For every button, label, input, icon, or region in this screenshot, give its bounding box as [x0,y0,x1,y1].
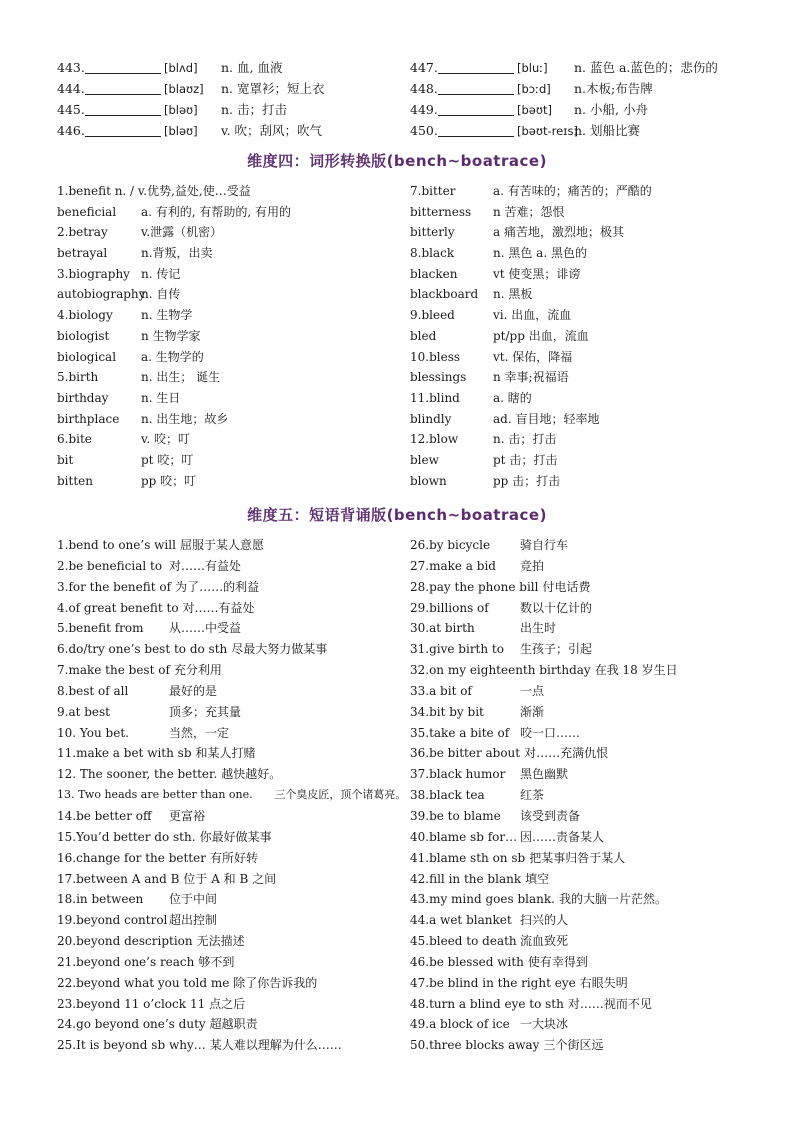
phrase-row [410,931,750,952]
phrase-chinese: 在我 18 岁生日 [594,663,678,678]
phrase-chinese: 顶多；充其量 [169,704,242,719]
phrase-chinese: 骑自行车 [520,538,569,552]
phrase-chinese: 为了……的利益 [175,579,260,594]
word-form-meaning: n. 自传 [141,287,181,302]
word-form-row [410,326,750,347]
word-form-row [410,264,750,285]
phonetic: [bəʊt-reɪs] [517,124,578,138]
phrase-english: 24.go beyond one’s duty [57,1017,206,1032]
vocab-column-left [57,57,325,141]
phrase-chinese: 对……有益处 [169,558,242,573]
phrase-chinese: 对……充满仇恨 [524,746,609,761]
word-form-row [410,222,750,243]
phrase-chinese: 右眼失明 [579,975,628,990]
phrase-row [57,743,407,764]
vocab-number: 446. [57,123,85,138]
meaning: n. 小船, 小舟 [574,102,648,117]
phrase-english: 17.between A and B [57,871,180,886]
phonetic: [bɔːd] [517,82,551,96]
phrase-chinese: 一大块冰 [520,1017,569,1032]
word-form-row [57,367,397,388]
word-form-meaning: pt 击；打击 [493,452,558,467]
word-form-meaning: n.背叛，出卖 [141,246,213,261]
word-form-meaning: a. 生物学的 [141,349,204,364]
phrase-chinese: 当然，一定 [169,725,230,740]
phrase-english: 46.be blessed with [410,954,524,969]
phrase-row [57,723,407,744]
phrase-chinese: 位于 A 和 B 之间 [183,871,277,886]
phrase-row [410,806,750,827]
vocab-column-right [410,57,718,141]
phrase-row [57,806,407,827]
phrase-chinese: 竞拍 [520,558,545,573]
phrase-chinese: 你最好做某事 [199,829,272,844]
meaning: n. 击；打击 [221,102,287,117]
phrase-row [57,639,407,660]
phrase-english: 36.be bitter about [410,746,521,761]
word-form-row [57,388,397,409]
phrase-english: 12. The sooner, the better. [57,767,218,782]
word-form-meaning: n. 生日 [141,390,181,405]
word-form-meaning: a. 有利的, 有帮助的, 有用的 [141,204,292,219]
phrase-english: 20.beyond description [57,934,193,949]
phrase-english: 50.three blocks away [410,1038,540,1053]
phrase-english: 6.do/try one’s best to do sth [57,642,228,657]
phrase-row [57,618,407,639]
word-form-row [410,181,750,202]
phrase-row [57,827,407,848]
phrase-row [410,681,750,702]
phrase-english: 10. You bet. [57,725,129,740]
phrase-chinese: 越快越好。 [221,767,282,782]
phrase-english: 43.my mind goes blank. [410,892,555,907]
word-form: blacken [410,266,458,281]
fill-in-blank[interactable] [438,123,514,137]
word-form-row [410,450,750,471]
phrases-column-left [57,535,407,1056]
phrase-chinese: 一点 [520,683,545,698]
phrase-chinese: 超出控制 [169,913,218,928]
phrase-english: 4.of great benefit to [57,600,179,615]
phrase-chinese: 够不到 [198,954,235,969]
word-form-row [410,388,750,409]
phrase-chinese: 三个街区远 [543,1038,604,1053]
phrase-row [57,660,407,681]
word-form: biologist [57,328,110,343]
phrase-row [57,889,407,910]
vocab-row [57,99,325,120]
word-form: 7.bitter [410,184,456,198]
fill-in-blank[interactable] [85,123,161,137]
word-form-meaning: n. 黑色 a. 黑色的 [493,246,587,261]
phrase-english: 28.pay the phone bill [410,579,539,594]
phrase-english: 48.turn a blind eye to sth [410,996,564,1011]
phrase-row [410,598,750,619]
word-form-row [410,429,750,450]
word-form-row [57,450,397,471]
word-form: bit [57,452,74,467]
phrase-row [410,660,750,681]
word-form-row [410,347,750,368]
word-form: 9.bleed [410,308,455,323]
phrase-english: 39.be to blame [410,808,501,823]
phrase-english: 7.make the best of [57,663,170,678]
word-form-row [57,202,397,223]
section-heading-forms: 维度四：词形转换版(bench~boatrace) [247,152,547,170]
word-form: beneficial [57,204,117,219]
phrase-english: 19.beyond control [57,913,168,928]
phrase-english: 22.beyond what you told me [57,975,230,990]
phrase-row [57,1014,407,1035]
phrase-chinese: 位于中间 [169,892,218,907]
phrase-chinese: 使有幸得到 [527,954,588,969]
word-form-meaning: n. 击；打击 [493,432,557,447]
phrase-chinese: 填空 [525,871,550,886]
phrase-chinese: 因……责备某人 [520,829,605,844]
word-form-meaning: n. 出生； 诞生 [141,370,221,385]
word-form-meaning: n 幸事;祝福语 [493,370,569,385]
fill-in-blank[interactable] [85,102,161,116]
word-form-row [410,202,750,223]
vocab-row [57,78,325,99]
word-form-meaning: v.泄露（机密） [141,225,223,240]
phrase-english: 9.at best [57,704,111,719]
phonetic: [bəʊt] [517,103,552,117]
phrase-row [57,952,407,973]
word-form: betrayal [57,246,108,261]
meaning: v. 吹；刮风；吹气 [221,123,323,138]
word-form-meaning: pp 咬；叮 [141,473,197,488]
word-form: 10.bless [410,349,461,364]
phonetic: [bluː] [517,61,548,75]
phrase-chinese: 扫兴的人 [520,913,569,928]
section-heading-phrases: 维度五：短语背诵版(bench~boatrace) [247,506,547,524]
word-form-row [57,409,397,430]
phrase-english: 49.a block of ice [410,1017,510,1032]
word-form-meaning: a. 瞎的 [493,390,532,405]
fill-in-blank[interactable] [85,60,161,74]
word-form-meaning: n 生物学家 [141,328,201,343]
phrase-chinese: 生孩子；引起 [520,642,593,657]
phrase-row [410,869,750,890]
phrase-english: 11.make a bet with sb [57,746,192,761]
phrase-row [410,994,750,1015]
phrase-chinese: 11 点之后 [190,996,246,1011]
word-form: 4.biology [57,308,113,323]
meaning: n. 宽罩衫；短上衣 [221,81,325,96]
phrase-chinese: 出生时 [520,621,557,636]
phrase-row [57,556,407,577]
phrase-english: 34.bit by bit [410,704,484,719]
word-form-meaning: n. 生物学 [141,308,193,323]
phrase-row [410,535,750,556]
word-form: birthday [57,390,109,405]
phrase-row [57,994,407,1015]
meaning: n. 划船比赛 [574,123,640,138]
word-form: birthplace [57,411,120,426]
word-form: biological [57,349,117,364]
word-form-meaning: vi. 出血，流血 [493,308,572,323]
phrase-english: 23.beyond 11 o’clock [57,996,186,1011]
word-form-row [57,326,397,347]
phrase-chinese: 渐渐 [520,704,545,719]
phrase-chinese: 和某人打赌 [195,746,256,761]
vocab-row [410,78,718,99]
word-form-row [410,243,750,264]
vocab-number: 445. [57,102,85,117]
vocab-number: 444. [57,81,85,96]
phrase-english: 42.fill in the blank [410,871,522,886]
phrase-english: 13. Two heads are better than one. [57,788,253,802]
phonetic: [blʌd] [164,61,198,75]
phrase-chinese: 对……视而不见 [567,996,652,1011]
phrase-english: 27.make a bid [410,558,496,573]
word-form-meaning: a 痛苦地，激烈地；极其 [493,225,624,240]
phrase-english: 45.bleed to death [410,934,517,949]
phrase-row [410,556,750,577]
vocab-row [57,120,325,141]
phrase-row [57,931,407,952]
phrase-row [410,764,750,785]
word-form: blown [410,473,447,488]
phrase-english: 2.be beneficial to [57,558,163,573]
fill-in-blank[interactable] [85,81,161,95]
word-form-row [410,305,750,326]
word-form: 6.bite [57,432,92,447]
word-form-meaning: pp 击；打击 [493,473,561,488]
phrase-english: 41.blame sth on sb [410,850,526,865]
phrase-chinese: 有所好转 [209,850,258,865]
word-form-row [57,429,397,450]
forms-column-right [410,181,750,491]
meaning: n. 蓝色 a.蓝色的；悲伤的 [574,60,718,75]
phrase-english: 38.black tea [410,788,485,803]
vocab-row [410,57,718,78]
phrase-chinese: 流血致死 [520,934,569,949]
phrase-english: 32.on my eighteenth birthday [410,663,591,678]
word-form: 8.black [410,246,455,261]
phrase-chinese: 付电话费 [542,579,591,594]
phrase-english: 18.in between [57,892,144,907]
phrase-chinese: 咬一口…… [520,725,581,740]
word-form: 1.benefit n. / v.优势,益处,使…受益 [57,184,251,198]
phrase-chinese: 该受到责备 [520,808,581,823]
vocab-number: 447. [410,60,438,75]
phrase-english: 26.by bicycle [410,538,491,552]
phrase-english: 44.a wet blanket [410,913,512,928]
phrase-row [57,598,407,619]
phrase-chinese: 对……有益处 [182,600,255,615]
word-form: 2.betray [57,225,108,240]
word-form: bitterly [410,225,455,240]
phrase-row [410,618,750,639]
phrase-english: 5.benefit from [57,621,144,636]
phrase-chinese: 某人难以理解为什么…… [209,1038,342,1053]
phrase-row [57,702,407,723]
phrase-row [57,848,407,869]
phrase-row [410,1014,750,1035]
vocab-row [57,57,325,78]
phrase-english: 47.be blind in the right eye [410,975,576,990]
vocab-row [410,99,718,120]
phrase-row [57,869,407,890]
phrase-english: 33.a bit of [410,683,472,698]
word-form-meaning: n. 传记 [141,266,181,281]
word-form: blessings [410,370,467,385]
word-form-row [410,409,750,430]
phrase-chinese: 超越职责 [209,1017,258,1032]
phrase-row [410,952,750,973]
word-form-row [57,347,397,368]
phrase-row [410,910,750,931]
word-form-row [57,181,397,202]
phrase-chinese: 我的大脑一片茫然。 [558,892,667,907]
phrase-row [57,535,407,556]
word-form: bitten [57,473,93,488]
phrase-row [57,764,407,785]
phrase-english: 30.at birth [410,621,475,636]
word-form-meaning: n 苦难；怨恨 [493,204,565,219]
word-form-meaning: pt/pp 出血，流血 [493,328,589,343]
fill-in-blank[interactable] [438,81,514,95]
word-form-meaning: n. 出生地；故乡 [141,411,229,426]
forms-column-left [57,181,397,491]
phrase-row [410,785,750,806]
phrase-chinese: 从……中受益 [169,621,242,636]
fill-in-blank[interactable] [438,60,514,74]
phrases-column-right [410,535,750,1056]
phrase-english: 3.for the benefit of [57,579,172,594]
word-form: blackboard [410,287,479,302]
word-form-meaning: v. 咬；叮 [141,432,190,447]
word-form-row [57,222,397,243]
phrase-row [410,827,750,848]
word-form-row [57,264,397,285]
meaning: n. 血, 血液 [221,60,283,75]
phrase-english: 15.You’d better do sth. [57,829,196,844]
vocab-number: 449. [410,102,438,117]
word-form-meaning: vt. 保佑，降福 [493,349,573,364]
phrase-chinese: 尽最大努力做某事 [231,642,328,657]
word-form: bled [410,328,437,343]
phrase-english: 21.beyond one’s reach [57,954,195,969]
phrase-english: 25.It is beyond sb why… [57,1038,206,1053]
word-form-row [57,471,397,492]
phrase-english: 35.take a bite of [410,725,510,740]
word-form-row [57,284,397,305]
phrase-english: 31.give birth to [410,642,504,657]
vocab-number: 448. [410,81,438,96]
phrase-english: 14.be better off [57,808,152,823]
meaning: n.木板;布告牌 [574,81,653,96]
phonetic: [bləʊ] [164,103,198,117]
phrase-row [410,639,750,660]
phrase-chinese: 除了你告诉我的 [233,975,318,990]
phrase-english: 16.change for the better [57,850,206,865]
phonetic: [bləʊ] [164,124,198,138]
word-form-meaning: vt 使变黑；诽谤 [493,266,581,281]
word-form-row [57,305,397,326]
phrase-chinese: 三个臭皮匠，顶个诸葛亮。 [274,788,407,802]
word-form: blew [410,452,439,467]
phonetic: [blaʊz] [164,82,204,96]
phrase-chinese: 数以十亿计的 [520,600,593,615]
vocab-row [410,120,718,141]
phrase-row [410,743,750,764]
phrase-chinese: 无法描述 [196,934,245,949]
phrase-chinese: 更富裕 [169,808,206,823]
phrase-chinese: 屈服于某人意愿 [179,538,264,552]
phrase-row [410,889,750,910]
word-form-row [57,243,397,264]
phrase-row [57,910,407,931]
phrase-chinese: 最好的是 [169,683,218,698]
phrase-chinese: 红茶 [520,788,545,803]
phrase-english: 8.best of all [57,683,129,698]
phrase-row [410,577,750,598]
vocab-number: 450. [410,123,438,138]
phrase-row [57,785,407,806]
word-form: 11.blind [410,390,460,405]
word-form: 12.blow [410,432,459,447]
word-form-meaning: a. 有苦味的；痛苦的；严酷的 [493,184,652,198]
phrase-english: 40.blame sb for… [410,829,518,844]
word-form: 5.birth [57,370,99,385]
vocab-number: 443. [57,60,85,75]
word-form-meaning: n. 黑板 [493,287,533,302]
word-form: bitterness [410,204,472,219]
fill-in-blank[interactable] [438,102,514,116]
phrase-row [57,577,407,598]
phrase-row [410,973,750,994]
word-form: blindly [410,411,452,426]
phrase-english: 37.black humor [410,767,506,782]
phrase-english: 29.billions of [410,600,489,615]
word-form-meaning: pt 咬；叮 [141,452,194,467]
phrase-row [410,723,750,744]
phrase-row [57,681,407,702]
word-form-row [410,471,750,492]
phrase-row [410,1035,750,1056]
phrase-english: 1.bend to one’s will [57,538,176,552]
word-form: autobiography [57,287,146,302]
word-form-row [410,367,750,388]
phrase-chinese: 把某事归咎于某人 [529,850,626,865]
phrase-row [57,1035,407,1056]
word-form: 3.biography [57,266,130,281]
phrase-row [410,848,750,869]
phrase-row [57,973,407,994]
word-form-meaning: ad. 盲目地；轻率地 [493,411,600,426]
phrase-row [410,702,750,723]
word-form-row [410,284,750,305]
phrase-chinese: 充分利用 [173,663,222,678]
phrase-chinese: 黑色幽默 [520,767,569,782]
